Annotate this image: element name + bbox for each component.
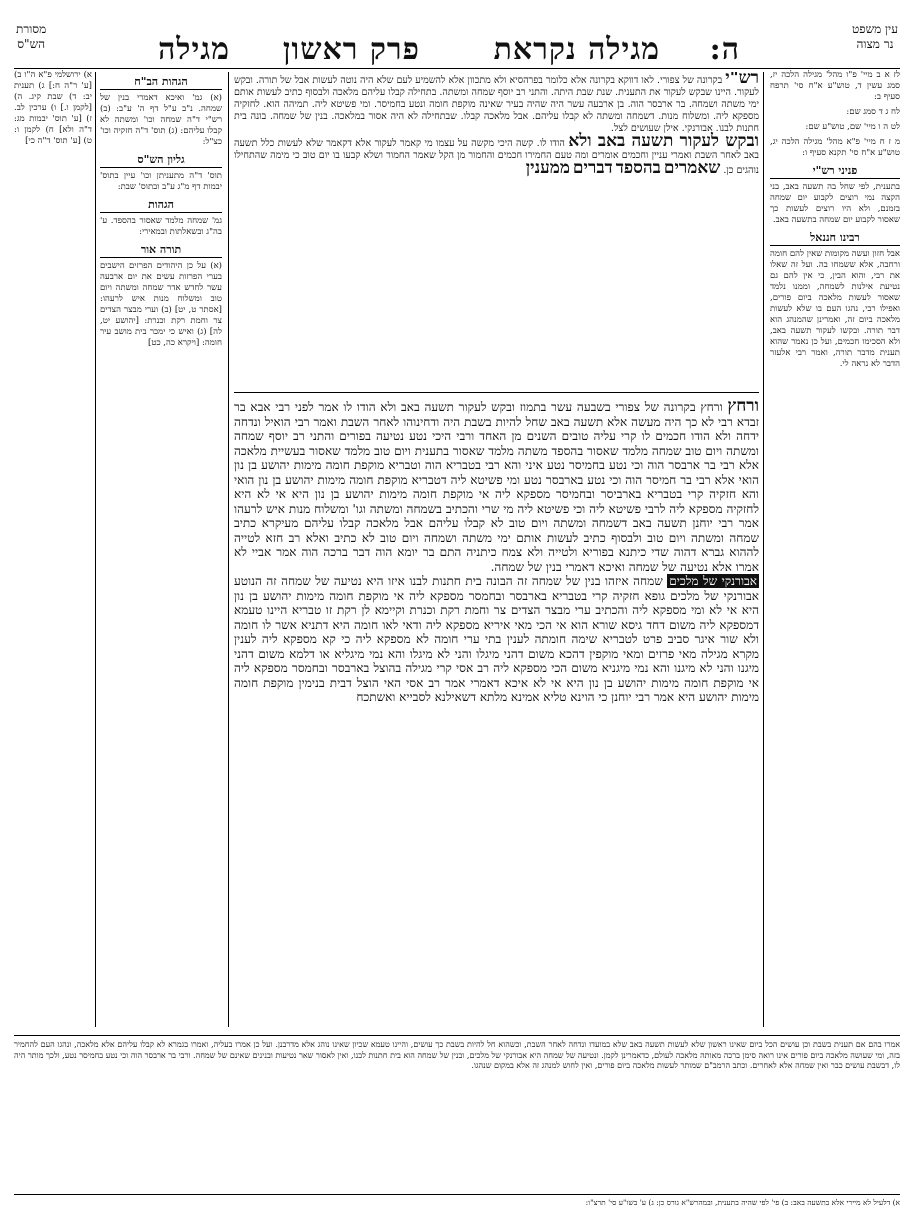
ein-mishpat-item: מ ז ח מיי' פ"א מהל' מגילה הלכה יג, טוש"ע א"ח סי' תקנא סעיף ו:: [770, 137, 900, 158]
rashi-title: רש"י: [725, 72, 759, 88]
right-margin-column: [770, 70, 900, 1025]
masoret-line2: הש"ס: [17, 37, 45, 51]
rabbeinu-chananel-text: אבל חזון ועשה מקומות שאין להם חומה ורחבה, אלא ששמחו בה. ועל זה שאלו את רבי, והוא הבין, כי אין להם גם נטיעת אילנות לשמחה, וממנו נלמד שאסור לעשות מלאכה ביום פורים, ואפילו רבי, נהגו העם בו שלא לעשות מלאכה ביום זה, ואמרינן שהמנהג הוא דבר תורה. ובקשו לעקור תשעה באב, ולא הסכימו חכמים, ועל כן נאמר שהוא תענית מדבר תורה, ואמר רבי אלעזר הדבר לא נראה לי.: [770, 249, 900, 369]
tractate-name: מגילה: [158, 32, 230, 67]
masoret-hashas-column: [14, 70, 92, 1025]
tractate-title: מגילה נקראת: [493, 32, 660, 67]
masoret-line1: מסורת: [16, 22, 47, 36]
hagahot-title: הגהות: [100, 199, 222, 213]
rabbeinu-chananel-title: רבינו חננאל: [770, 232, 900, 246]
torah-or-text: (א) על כן היהודים הפרזים הישבים בערי הפרזות עשים את יום ארבעה עשר לחדש אדר שמחה ומשתה ויום טוב ומשלוח מנות איש לרעהו: [אסתר ט, יט] (ב) וערי מבצר הצדים צר וחמת רקת וכנרת: [יהושע יט, לה] (ג) ואיש כי ימכר בית מושב עיר חומה: [ויקרא כה, כט]: [100, 261, 222, 348]
divider: [763, 72, 764, 1027]
sidebar-word-2: בהספד: [615, 158, 661, 178]
ein-mishpat-item: לז א ב מיי' פ"ו מהל' מגילה הלכה יז, סמג עשין ד, טוש"ע א"ח סי' תרפח סעיף ב:: [770, 70, 900, 102]
ein-mishpat-line1: עין משפט: [852, 22, 898, 36]
bottom-commentary: [14, 1035, 900, 1180]
chapter-title: פרק ראשון: [282, 32, 420, 67]
footnotes: א) דלעיל לא מיירי אלא בתשעה באב: ב) פי' לפי שהיה בתענית, ובמהרש"א גורס כן: ג) ע' בשו"ע סי' תרצ"ו:: [14, 1194, 900, 1207]
gemara-continuation: שמחה איזהו בנין של שמחה זה הבונה בית חתנות לבנו איזו היא נטיעה של שמחה זה הנוטע אבורנקי של מלכים גופא חזקיה קרי בטבריא בארבסר ובחמסר מספקא ליה אי מוקפת חומה מימות יהושע בן נון היא אי לא ומי מספקא ליה והכתיב ערי מבצר הצדים צר וחמת רקת וכנרת וקיימא לן רקת זו טבריא היינו טעמא דמספקא ליה משום דחד גיסא שורא הוא אי הכי מאי איריא מספקא ליה ודאי לאו חומה היא דתניא אשר לו חומה ולא שור איגר סביב פרט לטבריא שימה חומתה לענין בתי ערי חומה לא מספקא ליה כי קא מספקא ליה לענין מקרא מגילה מאי פרזים ומאי מוקפין דהכא משום דהני מיגלו והני לא מיגלו והא נמי מיגליא או דלמא משום דהני מיגנו והני לא מיגנו והא נמי מיגניא משום הכי מספקא ליה רב אסי קרי מגילה בהוצל בארבסר ובחמסר מספקא ליה אי מוקפת חומה מימות יהושע בן נון היא אי לא איכא דאמרי אמר רב אסי האי הוצל דבית בנימין מוקפת חומה מימות יהושע היא אמר רבי יוחנן כי הוינא טליא אמינא מלתא דשאילנא לסבייא ואשתכח: [234, 574, 759, 704]
gemara-main-block: ורחץ בקרונה של צפורי בשבעה עשר בתמוז ובקש לעקור תשעה באב ולא הודו לו אמר לפני רבי אבא בר זבדא רבי לא כך היה מעשה אלא תשעה באב שחל להיות בשבת היה ודחינוהו לאחר השבת ואמר רבי הואיל ונדחה ידחה ולא הודו חכמים לו קרי עליה טובים השנים מן האחד ורבי היכי נטע נטיעה בפורים והתני רב יוסף שמחה ומשתה ויום טוב שמחה מלמד שאסור בהספד משתה מלמד שאסור בתענית ויום טוב מלמד שאסור בעשיית מלאכה אלא רבי בר ארבסר הוה וכי נטע בחמיסר נטע איני והא רבי בטבריא הוה וטבריא מוקפת חומה מימות יהושע בן נון הואי אלא רבי בר חמיסר הוה וכי נטע בארבסר נטע ומי פשיטא ליה דטבריא מוקפת חומה מימות יהושע בן נון הואי והא חזקיה קרי בטבריא בארביסר ובחמיסר מספקא ליה אי מוקפת חומה מימות יהושע בן נון היא אי לא היא לחזקיה מספקא ליה לרבי פשיטא ליה וכי פשיטא ליה מי שרי והכתיב בשמחה ומשתה וגו' ומשלוח מנות איש לרעהו אמר רבי יוחנן תשעה באב דשמחה ומשתה ויום טוב לא קבלו עליהם אבל מלאכה קבלו עליהם מעיקרא כתיב שמחה ומשתה ויום טוב ולבסוף כתיב לעשות אותם ימי משתה ושמחה ויום טוב לא כתיב ואלא רב חזא לטייה לההוא גברא דהוה שדי כיתנא בפוריא ולטייה ולא צמח כיתניה התם בר יומא הוה דבר ברכה הוה אמר אביי לא אמרו אלא נטיעה של שמחה ואיכא דאמרי בנין של שמחה.: [234, 400, 759, 574]
page-header: [14, 20, 900, 69]
page-number: ה:: [709, 32, 740, 67]
sidebar-word-1: שאמרים: [663, 158, 721, 178]
gilyon-hashas-title: גליון הש"ס: [100, 154, 222, 168]
hagahot-habach-text: (א) גמ' ואיכא דאמרי בנין של שמחה. נ"ב ע"ל דף ה' ע"ב: (ב) רש"י ד"ה שמחה וכו' ומשתה לא קבלו עליהם: (ג) תוס' ד"ה חזקיה וכו' כצ"ל:: [100, 93, 222, 147]
sidebar-word-4: ממענין: [525, 158, 570, 178]
tosafot-text: הודו לו. קשה היכי מקשה על עצמו מי קאמר לעקור אלא דקאמר שלא לעשות כלל תשעה באב לאחר השבת ואמרי עניין וחכמים אומרים ומה טעם החמירו חכמים והחמור מן הקל שאמר החמור ושלא קבעו בו יום טוב כי מימה שהתחילו נוהגים כן.: [234, 138, 759, 176]
pninei-rashi-text: בתענית, לפי שחל בה תשעה באב, בני הקצה נמי רוצים לקבוע יום שמחה בזמנם, ולא היו רוצים לעשות כך שאסור לקבוע יום שמחה בתשעה באב.: [770, 182, 900, 225]
ein-mishpat-label: [852, 22, 898, 52]
torah-or-title: תורה אור: [100, 244, 222, 258]
pninei-rashi-title: פניני רש"י: [770, 165, 900, 179]
ein-mishpat-item: לט ה ו מיי' שם, טוש"ע שם:: [805, 122, 900, 132]
hagahot-habach-title: הגהות הב"ח: [100, 76, 222, 90]
main-text-area: [234, 72, 759, 1022]
highlighted-phrase: אבורנקי של מלכים: [669, 574, 758, 588]
rashi-commentary: [234, 72, 759, 393]
masoret-label: [16, 22, 46, 52]
sidebar-word-3: דברים: [572, 158, 613, 178]
opening-word: ורחץ: [727, 396, 759, 416]
gemara-text: [234, 396, 759, 705]
divider: [95, 72, 96, 1027]
hagahot-text: גמ' שמחה מלמד שאסור בהספד. ע' בה"ג ובשאלתות ובמאירי:: [100, 216, 222, 237]
ein-mishpat-item: לח ג ד סמג שם:: [846, 107, 900, 117]
left-margin-column: [100, 70, 222, 1025]
ein-mishpat-line2: נר מצוה: [856, 37, 894, 51]
bold-phrase: ובקש לעקור תשעה באב ולא: [568, 131, 759, 151]
divider: [228, 72, 229, 1027]
bottom-commentary-text: אמרו בהם אם תענית בשבת וכן עושים הכל ביום שאינו ראשון שלא לעשות תשעה באב שלא במועדו ונדחה לאחר השבת, וכשהוא חל להיות בשבת כך עושים, והיינו טעמא שכיון שאינו נוהג אלא מדרבנן. ועל כן אמרו בעליה, ואמרו בגמרא לא קבלו עליהם אלא מלאכה, ונהגו העם להחמיר בזה, ומי שעושה מלאכה ביום פורים אינו רואה סימן ברכה מאותה מלאכה לעולם, כדאמרינן לקמן. ונטיעה של שמחה היא אבורנקי של מלכים, ובנין של שמחה הוא בית חתנות לבנו, ואין לאסור שאר נטיעות ובנינים שאינם של שמחה. ורבי בר ארבסר הוה וכי נטע בחמיסר נטע, ולכך מותר היה לו, דבשבת עושים כבר ואין שמחה אלא לאחרים. וכתב הרמב"ם שמותר לעשות מלאכה ביום פורים, ואין לחוש למנהג זה אלא במקום שנהגו.: [14, 1040, 900, 1070]
masoret-hashas-text: א) ירושלמי פ"א ה"ו ב) [ע' ר"ה ח:] ג) תענית יב: ד) שבת קיג. ה) [לקמן ו.] ו) ערכין לב. ז) [ע' תוס' יבמות מג: ד"ה ולא] ח) לקמן ו: ט) [ע' תוס' ד"ה כי]: [14, 70, 92, 146]
gilyon-hashas-text: תוס' ד"ה מתעניתן וכו' עיין בתוס' יבמות דף מ"ג ע"ב ובתוס' שבת:: [100, 171, 222, 192]
rashi-text: בקרונה של צפורי. לאו דווקא בקרונה אלא כלומר בפרהסיא ולא מתכוון אלא להשמיע לעם שלא היה נוטה לעשות אבל של תורה. ובקש לעקור. היינו שבקש לעקור את התענית. שנת שבת היתה. והתני רב יוסף שמחה ומשתה. בתחילה קבלו עליהם מלאכה ולבסוף כתיב לעשות אותם ימי משתה ושמחה. בר ארבסר הוה. בן ארבעה עשר היה שהיה בעיר שאינה מוקפת חומה ונטע בחמיסר. ומי פשיטא ליה. תמיהה הוא. לחזקיה מספקא ליה. ומשלוח מנות. דשמחה ומשתה לא קבלו עליהם. אבל מלאכה קבלו. שבתחילה לא היה אסור במלאכה. בנין של שמחה. בונה בית חתנות לבנו. אבורנקי. אילן שעושים לצל.: [234, 75, 759, 134]
